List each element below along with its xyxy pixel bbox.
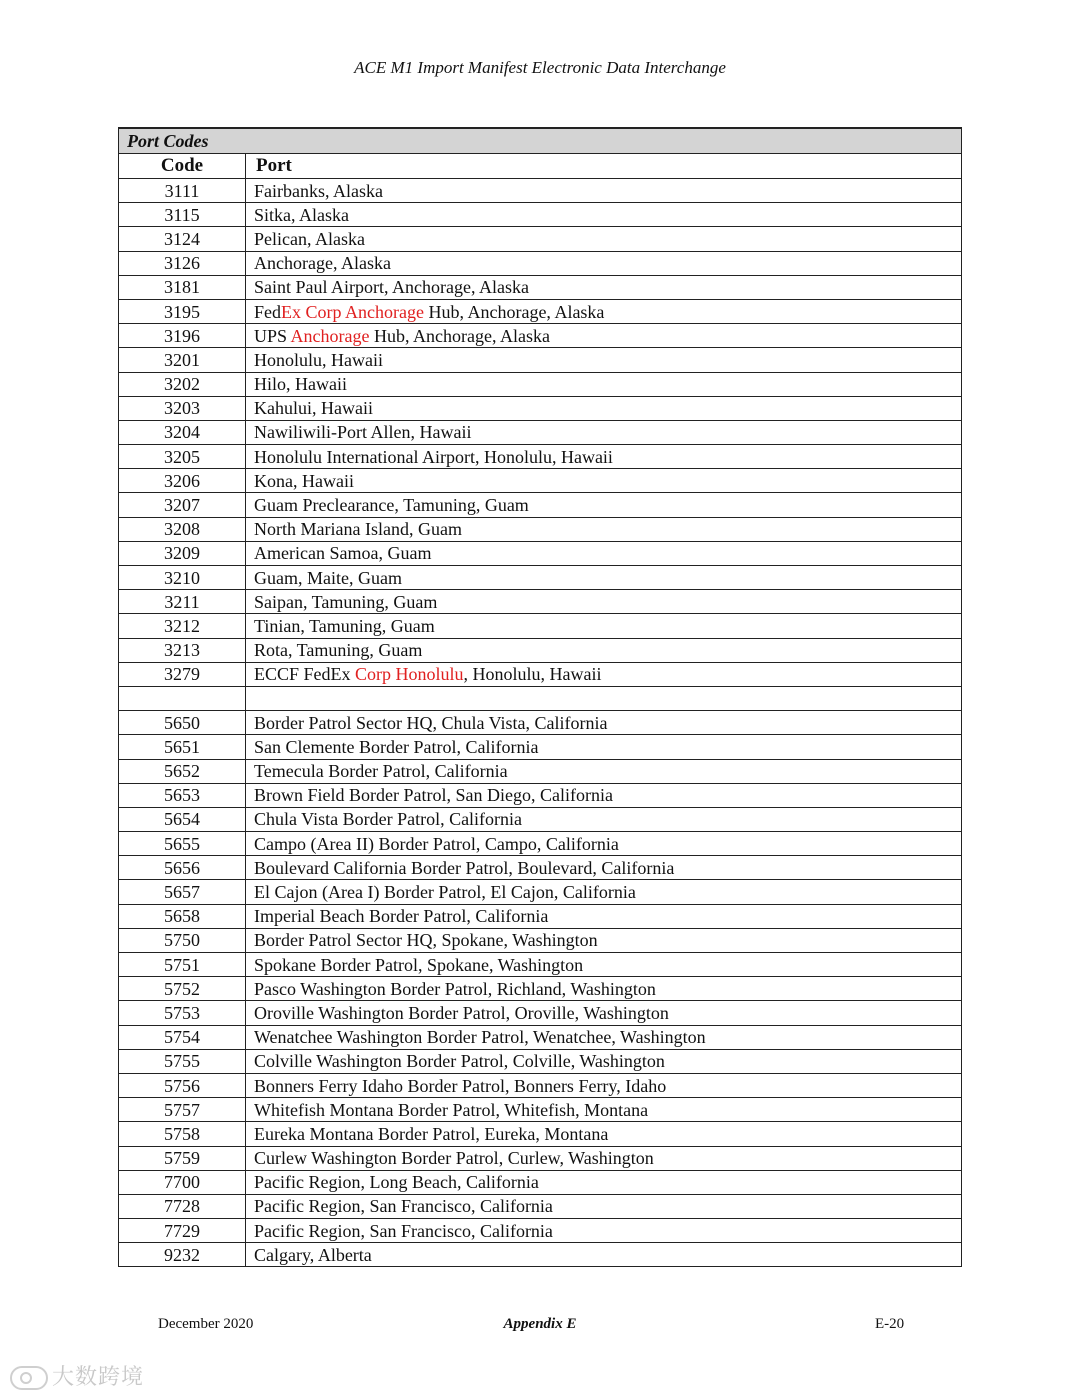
port-codes-table xyxy=(118,127,962,1267)
port-name-cell xyxy=(246,856,962,880)
port-code-cell: 3207 xyxy=(119,493,246,517)
port-name-cell xyxy=(246,517,962,541)
watermark-text: 大数跨境 xyxy=(52,1365,145,1390)
port-name-cell xyxy=(246,904,962,928)
port-name-cell xyxy=(246,662,962,686)
table-row xyxy=(119,420,962,444)
port-name-text: American Samoa, Guam xyxy=(254,543,432,564)
table-row xyxy=(119,1170,962,1194)
table-row xyxy=(119,614,962,638)
port-name-cell xyxy=(246,783,962,807)
table-row xyxy=(119,179,962,203)
port-name-text: ECCF FedEx xyxy=(254,664,356,685)
port-name-cell xyxy=(246,541,962,565)
port-name-text: Brown Field Border Patrol, San Diego, California xyxy=(254,785,613,806)
port-name-text: Hub, Anchorage, Alaska xyxy=(369,325,550,346)
table-row xyxy=(119,1219,962,1243)
port-name-cell xyxy=(246,324,962,348)
table-row xyxy=(119,759,962,783)
port-code-cell: 3115 xyxy=(119,203,246,227)
port-code-cell: 3205 xyxy=(119,445,246,469)
table-row xyxy=(119,1122,962,1146)
table-row xyxy=(119,953,962,977)
port-code-cell: 5753 xyxy=(119,1001,246,1025)
footer-page-number: E-20 xyxy=(875,1316,905,1332)
port-name-text: Pacific Region, San Francisco, California xyxy=(254,1196,553,1217)
table-row xyxy=(119,251,962,275)
port-code-cell xyxy=(119,686,246,710)
port-code-cell: 5754 xyxy=(119,1025,246,1049)
port-name-text: Pasco Washington Border Patrol, Richland, Washington xyxy=(254,978,656,999)
port-name-text: Whitefish Montana Border Patrol, Whitefish, Montana xyxy=(254,1099,649,1120)
table-row xyxy=(119,1146,962,1170)
table-row xyxy=(119,1025,962,1049)
table-row xyxy=(119,566,962,590)
port-code-cell: 5658 xyxy=(119,904,246,928)
port-code-cell: 3204 xyxy=(119,420,246,444)
column-header-code: Code xyxy=(119,154,246,179)
port-name-highlight: Corp Honolulu xyxy=(355,664,464,685)
port-name-text: UPS xyxy=(254,325,291,346)
table-row xyxy=(119,493,962,517)
port-code-cell: 5759 xyxy=(119,1146,246,1170)
port-name-cell xyxy=(246,1073,962,1097)
port-name-text: Nawiliwili-Port Allen, Hawaii xyxy=(254,422,472,443)
port-name-text: Pacific Region, San Francisco, California xyxy=(254,1220,553,1241)
port-code-cell: 7728 xyxy=(119,1194,246,1218)
table-row xyxy=(119,299,962,323)
port-code-cell: 5653 xyxy=(119,783,246,807)
table-caption: Port Codes xyxy=(119,128,962,154)
port-code-cell: 3206 xyxy=(119,469,246,493)
port-code-cell: 3211 xyxy=(119,590,246,614)
port-code-cell: 5755 xyxy=(119,1049,246,1073)
port-name-text: Chula Vista Border Patrol, California xyxy=(254,809,523,830)
table-row xyxy=(119,1001,962,1025)
port-name-text: Guam Preclearance, Tamuning, Guam xyxy=(254,495,529,516)
table-row xyxy=(119,1049,962,1073)
port-code-cell: 3126 xyxy=(119,251,246,275)
table-row xyxy=(119,807,962,831)
table-row xyxy=(119,203,962,227)
port-name-cell xyxy=(246,686,962,710)
port-code-cell: 5756 xyxy=(119,1073,246,1097)
port-name-text: Boulevard California Border Patrol, Boulevard, California xyxy=(254,857,675,878)
port-name-cell xyxy=(246,953,962,977)
port-code-cell: 7700 xyxy=(119,1170,246,1194)
port-name-cell xyxy=(246,1194,962,1218)
port-name-cell xyxy=(246,638,962,662)
port-name-text: Guam, Maite, Guam xyxy=(254,567,402,588)
table-row xyxy=(119,445,962,469)
port-name-text: Border Patrol Sector HQ, Spokane, Washington xyxy=(254,930,598,951)
table-row xyxy=(119,977,962,1001)
port-name-cell xyxy=(246,759,962,783)
table-row xyxy=(119,227,962,251)
port-name-text: Kona, Hawaii xyxy=(254,470,354,491)
document-header: ACE M1 Import Manifest Electronic Data Interchange xyxy=(354,58,726,77)
table-row xyxy=(119,735,962,759)
port-code-cell: 3210 xyxy=(119,566,246,590)
table-row xyxy=(119,324,962,348)
port-name-text: Wenatchee Washington Border Patrol, Wenatchee, Washington xyxy=(254,1027,706,1048)
port-name-text: Pacific Region, Long Beach, California xyxy=(254,1172,539,1193)
port-name-cell xyxy=(246,251,962,275)
port-name-text: Calgary, Alberta xyxy=(254,1244,372,1265)
port-name-text: Bonners Ferry Idaho Border Patrol, Bonners Ferry, Idaho xyxy=(254,1075,667,1096)
table-row xyxy=(119,1194,962,1218)
port-name-text: Pelican, Alaska xyxy=(254,228,365,249)
table-row xyxy=(119,396,962,420)
port-name-text: Saipan, Tamuning, Guam xyxy=(254,591,438,612)
table-row xyxy=(119,517,962,541)
column-header-port: Port xyxy=(246,154,962,179)
table-row xyxy=(119,1243,962,1267)
port-code-cell: 3279 xyxy=(119,662,246,686)
port-code-cell: 3208 xyxy=(119,517,246,541)
port-name-cell xyxy=(246,1243,962,1267)
table-header-row xyxy=(119,154,962,179)
port-name-text: Saint Paul Airport, Anchorage, Alaska xyxy=(254,277,529,298)
port-name-cell xyxy=(246,1049,962,1073)
table-row xyxy=(119,1098,962,1122)
port-name-text: , Honolulu, Hawaii xyxy=(463,664,602,685)
port-name-text: Hub, Anchorage, Alaska xyxy=(423,301,605,322)
port-code-cell: 3202 xyxy=(119,372,246,396)
port-code-cell: 5650 xyxy=(119,711,246,735)
table-row xyxy=(119,711,962,735)
port-code-cell: 3195 xyxy=(119,299,246,323)
port-name-text: Fed xyxy=(254,301,281,322)
port-name-cell xyxy=(246,396,962,420)
footer-appendix: Appendix E xyxy=(503,1316,577,1332)
port-name-cell xyxy=(246,372,962,396)
port-name-text: Temecula Border Patrol, California xyxy=(254,761,508,782)
port-name-text: Oroville Washington Border Patrol, Oroville, Washington xyxy=(254,1002,669,1023)
port-code-cell: 5750 xyxy=(119,928,246,952)
table-row xyxy=(119,856,962,880)
table-row xyxy=(119,662,962,686)
port-code-cell: 5757 xyxy=(119,1098,246,1122)
camera-logo-icon xyxy=(10,1366,48,1390)
port-code-cell: 9232 xyxy=(119,1243,246,1267)
port-name-cell xyxy=(246,614,962,638)
port-name-cell xyxy=(246,1001,962,1025)
port-code-cell: 5654 xyxy=(119,807,246,831)
port-name-cell xyxy=(246,880,962,904)
port-code-cell: 3111 xyxy=(119,179,246,203)
port-code-cell: 3203 xyxy=(119,396,246,420)
footer-date: December 2020 xyxy=(158,1316,254,1332)
port-name-text: Campo (Area II) Border Patrol, Campo, California xyxy=(254,833,619,854)
port-code-cell: 5652 xyxy=(119,759,246,783)
table-row xyxy=(119,904,962,928)
table-row xyxy=(119,638,962,662)
port-name-text: Imperial Beach Border Patrol, California xyxy=(254,906,549,927)
port-code-cell: 5656 xyxy=(119,856,246,880)
watermark xyxy=(10,1360,144,1391)
table-row xyxy=(119,541,962,565)
table-row xyxy=(119,928,962,952)
port-name-cell xyxy=(246,493,962,517)
port-code-cell: 7729 xyxy=(119,1219,246,1243)
port-name-cell xyxy=(246,1122,962,1146)
port-name-text: Spokane Border Patrol, Spokane, Washington xyxy=(254,954,584,975)
port-name-text: North Mariana Island, Guam xyxy=(254,519,462,540)
table-row xyxy=(119,590,962,614)
port-code-cell: 3124 xyxy=(119,227,246,251)
port-name-cell xyxy=(246,348,962,372)
port-name-highlight: Anchorage xyxy=(290,325,370,346)
port-code-cell: 3212 xyxy=(119,614,246,638)
port-code-cell: 3181 xyxy=(119,275,246,299)
port-name-cell xyxy=(246,807,962,831)
table-row xyxy=(119,783,962,807)
port-code-cell: 5758 xyxy=(119,1122,246,1146)
port-code-cell: 5657 xyxy=(119,880,246,904)
port-code-cell: 3213 xyxy=(119,638,246,662)
port-name-cell xyxy=(246,1098,962,1122)
table-row xyxy=(119,686,962,710)
port-name-text: Fairbanks, Alaska xyxy=(254,180,383,201)
port-name-cell xyxy=(246,420,962,444)
port-name-cell xyxy=(246,469,962,493)
port-name-text: Honolulu, Hawaii xyxy=(254,349,383,370)
port-name-cell xyxy=(246,1025,962,1049)
port-name-cell xyxy=(246,566,962,590)
port-name-cell xyxy=(246,1170,962,1194)
port-name-cell xyxy=(246,711,962,735)
port-name-cell xyxy=(246,1219,962,1243)
port-code-cell: 5751 xyxy=(119,953,246,977)
port-name-text: Curlew Washington Border Patrol, Curlew, Washington xyxy=(254,1148,654,1169)
port-name-cell xyxy=(246,590,962,614)
table-row xyxy=(119,348,962,372)
table-row xyxy=(119,832,962,856)
port-name-cell xyxy=(246,832,962,856)
port-name-text: Border Patrol Sector HQ, Chula Vista, California xyxy=(254,712,608,733)
table-row xyxy=(119,372,962,396)
port-name-text: El Cajon (Area I) Border Patrol, El Cajon, California xyxy=(254,882,636,903)
port-name-cell xyxy=(246,1146,962,1170)
port-name-text: Sitka, Alaska xyxy=(254,204,349,225)
port-name-text: Kahului, Hawaii xyxy=(254,398,373,419)
port-code-cell: 3209 xyxy=(119,541,246,565)
port-name-cell xyxy=(246,179,962,203)
table-row xyxy=(119,275,962,299)
port-code-cell: 5655 xyxy=(119,832,246,856)
table-row xyxy=(119,880,962,904)
port-name-cell xyxy=(246,977,962,1001)
port-name-cell xyxy=(246,227,962,251)
port-name-cell xyxy=(246,928,962,952)
port-name-text: Tinian, Tamuning, Guam xyxy=(254,615,435,636)
table-caption-row xyxy=(119,128,962,154)
port-name-text: Rota, Tamuning, Guam xyxy=(254,640,423,661)
table-row xyxy=(119,1073,962,1097)
port-name-text: Honolulu International Airport, Honolulu, Hawaii xyxy=(254,446,613,467)
port-code-cell: 5752 xyxy=(119,977,246,1001)
port-code-cell: 3201 xyxy=(119,348,246,372)
port-name-cell xyxy=(246,735,962,759)
table-row xyxy=(119,469,962,493)
port-name-cell xyxy=(246,275,962,299)
port-name-text: Hilo, Hawaii xyxy=(254,374,347,395)
port-name-text: Colville Washington Border Patrol, Colville, Washington xyxy=(254,1051,665,1072)
port-name-highlight: Ex Corp Anchorage xyxy=(281,301,424,322)
port-name-text: San Clemente Border Patrol, California xyxy=(254,736,539,757)
port-name-cell xyxy=(246,299,962,323)
port-name-cell xyxy=(246,445,962,469)
port-name-text: Eureka Montana Border Patrol, Eureka, Montana xyxy=(254,1123,609,1144)
port-name-text: Anchorage, Alaska xyxy=(254,253,391,274)
port-code-cell: 3196 xyxy=(119,324,246,348)
port-code-cell: 5651 xyxy=(119,735,246,759)
port-name-cell xyxy=(246,203,962,227)
